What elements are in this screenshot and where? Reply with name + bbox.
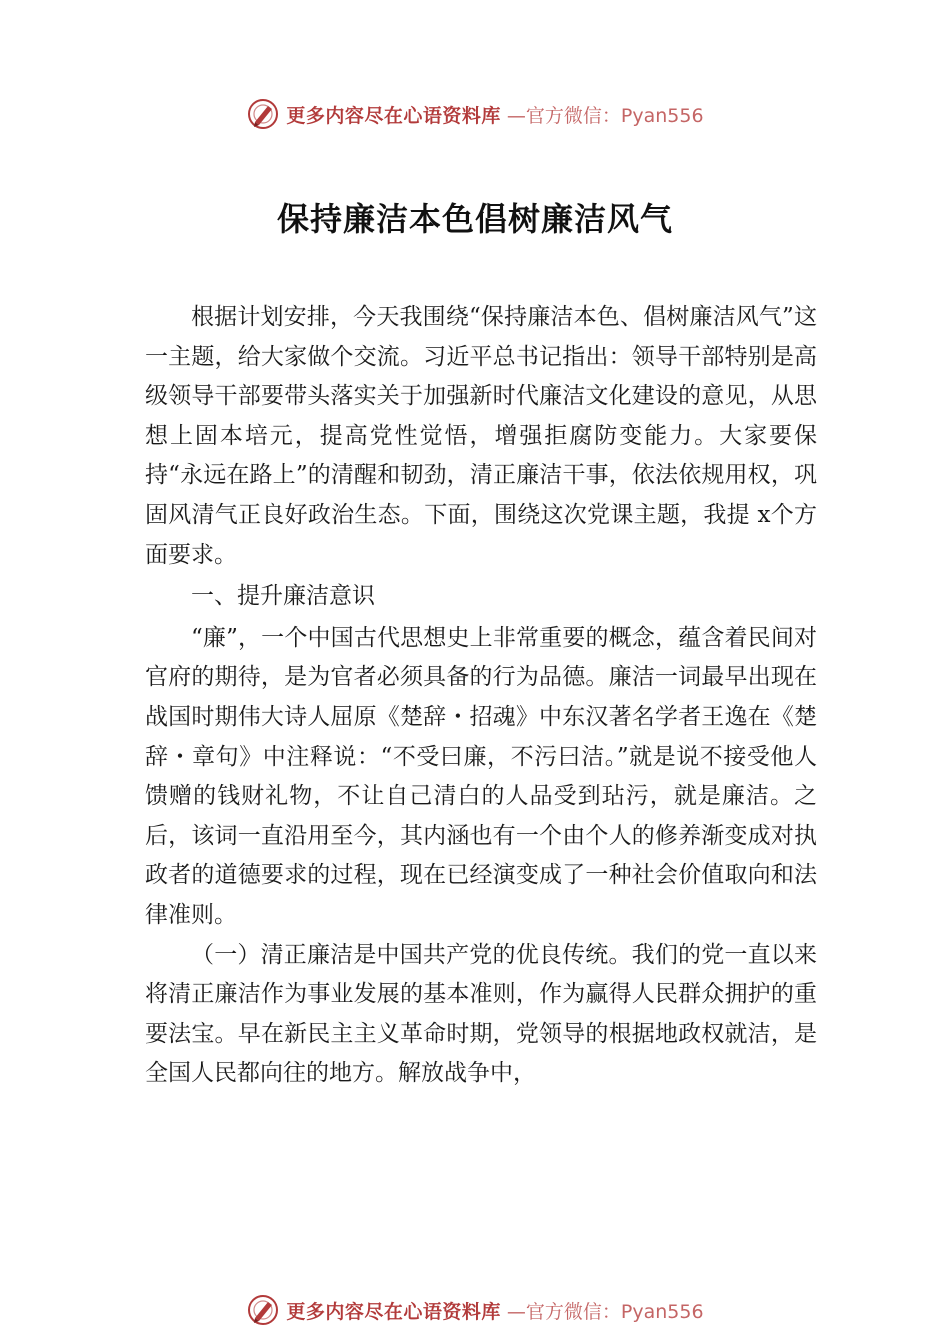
banner-brand-text: 更多内容尽在心语资料库 bbox=[286, 104, 501, 127]
pen-nib-logo-icon bbox=[246, 1293, 280, 1327]
header-banner bbox=[0, 94, 950, 134]
banner-wechat-text: —官方微信：Pyan556 bbox=[506, 1300, 704, 1323]
paragraph-lian: “廉”，一个中国古代思想史上非常重要的概念，蕴含着民间对官府的期待，是为官者必须具备的行为品德。廉洁一词最早出现在战国时期伟大诗人屈原《楚辞・招魂》中东汉著名学者王逸在《楚辞・章句》中注释说：“不受曰廉，不污曰洁。”就是说不接受他人馈赠的钱财礼物，不让自己清白的人品受到玷污，就是廉洁。之后，该词一直沿用至今，其内涵也有一个由个人的修养渐变成对执政者的道德要求的过程，现在已经演变成了一种社会价值取向和法律准则。 bbox=[145, 624, 817, 928]
footer-banner bbox=[0, 1290, 950, 1330]
section-heading: 一、提升廉洁意识 bbox=[191, 583, 375, 610]
document-body bbox=[145, 298, 817, 1094]
document-title: 保持廉洁本色倡树廉洁风气 bbox=[276, 200, 673, 238]
banner-brand-text: 更多内容尽在心语资料库 bbox=[286, 1300, 501, 1323]
paragraph-subsection-1: （一）清正廉洁是中国共产党的优良传统。我们的党一直以来将清正廉洁作为事业发展的基本准则，作为赢得人民群众拥护的重要法宝。早在新民主主义革命时期，党领导的根据地政权就洁，是全国人民都向往的地方。解放战争中， bbox=[145, 941, 817, 1087]
pen-nib-logo-icon bbox=[246, 97, 280, 131]
paragraph-intro: 根据计划安排，今天我围绕“保持廉洁本色、倡树廉洁风气”这一主题，给大家做个交流。习近平总书记指出：领导干部特别是高级领导干部要带头落实关于加强新时代廉洁文化建设的意见，从思想上固本培元，提高党性觉悟，增强拒腐防变能力。大家要保持“永远在路上”的清醒和韧劲，清正廉洁干事，依法依规用权，巩固风清气正良好政治生态。下面，围绕这次党课主题，我提 x个方面要求。 bbox=[145, 304, 817, 568]
banner-wechat-text: —官方微信：Pyan556 bbox=[506, 104, 704, 127]
